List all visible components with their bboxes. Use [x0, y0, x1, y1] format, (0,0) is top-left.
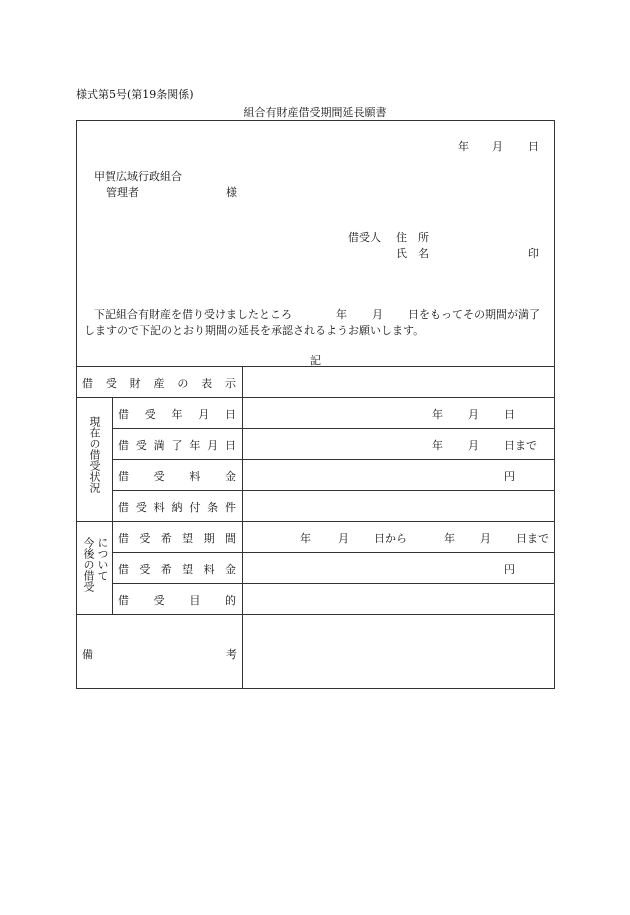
desired-fee-yen: 円 [504, 563, 515, 576]
end-month: 月 [468, 439, 479, 452]
fee-yen: 円 [504, 470, 515, 483]
body-line1-year: 年 [336, 308, 347, 321]
row-label-remarks-a: 備 [82, 648, 93, 661]
ki-marker: 記 [310, 354, 321, 367]
period-end-month: 月 [480, 532, 491, 545]
end-day: 日まで [504, 439, 537, 452]
period-end-day: 日まで [516, 532, 549, 545]
group-label-future-a: 今後の借受 [82, 537, 95, 592]
group-label-current: 現在の借受状況 [88, 416, 101, 493]
row-label-payment-terms: 借 受 料 納 付 条 件 [118, 501, 236, 514]
addressee-manager: 管理者 [106, 186, 139, 199]
addressee-org: 甲賀広域行政組合 [94, 170, 182, 183]
group-label-future-b: について [96, 537, 109, 581]
period-start-day: 日から [374, 532, 407, 545]
row-label-desired-period: 借 受 希 望 期 間 [118, 532, 236, 545]
applicant-label: 借受人 [348, 231, 381, 244]
row-line [112, 459, 555, 460]
row-label-property: 借 受 財 産 の 表 示 [82, 377, 236, 390]
date-day: 日 [528, 140, 539, 153]
column-line [112, 397, 113, 614]
row-line [76, 397, 555, 398]
table-top-line [76, 366, 555, 367]
row-line [112, 583, 555, 584]
applicant-address-label: 住 所 [396, 231, 429, 244]
start-month: 月 [468, 408, 479, 421]
end-year: 年 [432, 439, 443, 452]
row-label-end-date: 借 受 満 了 年 月 日 [118, 439, 236, 452]
row-line [112, 428, 555, 429]
body-line2: しますので下記のとおり期間の延長を承認されるようお願いします。 [84, 324, 425, 337]
date-year: 年 [458, 140, 469, 153]
row-label-purpose: 借 受 目 的 [118, 594, 236, 607]
period-start-month: 月 [338, 532, 349, 545]
row-label-fee: 借 受 料 金 [118, 470, 236, 483]
row-line [112, 552, 555, 553]
document-title: 組合有財産借受期間延長願書 [243, 106, 387, 119]
row-label-start-date: 借 受 年 月 日 [118, 408, 236, 421]
row-line [76, 614, 555, 615]
start-day: 日 [504, 408, 515, 421]
form-id: 様式第5号(第19条関係) [76, 88, 194, 101]
row-label-remarks-b: 考 [226, 648, 237, 661]
row-line [76, 521, 555, 522]
period-start-year: 年 [300, 532, 311, 545]
column-line [242, 366, 243, 689]
date-month: 月 [492, 140, 503, 153]
applicant-name-label: 氏 名 [396, 247, 429, 260]
body-line1-month: 月 [372, 308, 383, 321]
row-label-desired-fee: 借 受 希 望 料 金 [118, 563, 236, 576]
start-year: 年 [432, 408, 443, 421]
period-end-year: 年 [444, 532, 455, 545]
body-line1-b: 日をもってその期間が満了 [408, 308, 540, 321]
row-line [112, 490, 555, 491]
body-line1-a: 下記組合有財産を借り受けましたところ [94, 308, 292, 321]
seal-mark: 印 [528, 247, 539, 260]
addressee-honorific: 様 [226, 186, 237, 199]
